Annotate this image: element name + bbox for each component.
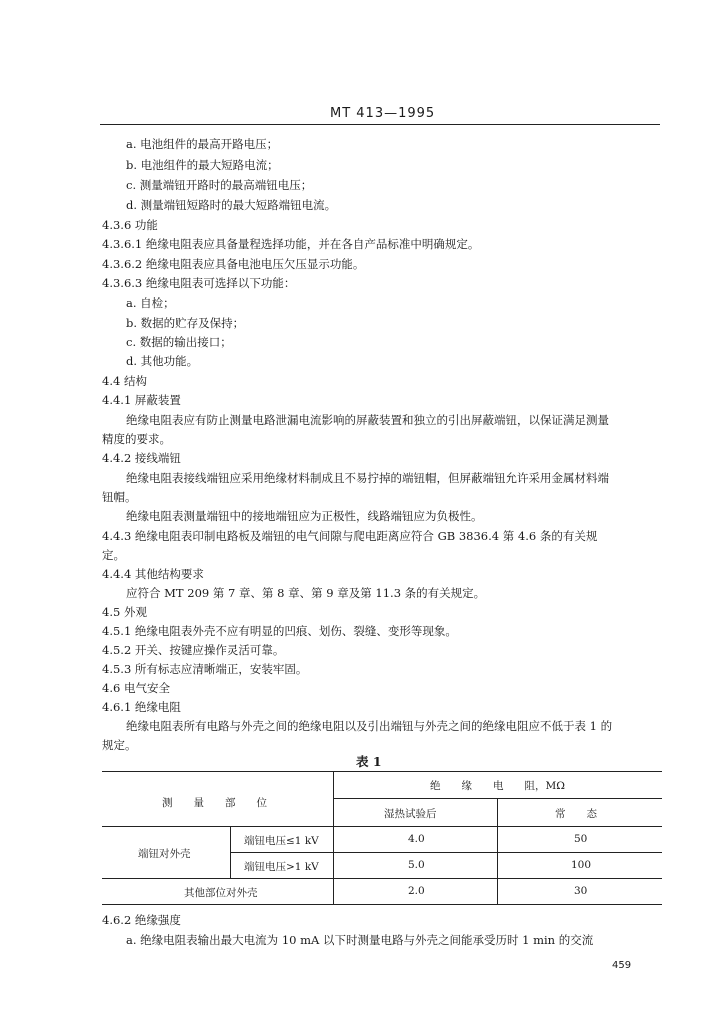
list-item-d: d. 测量端钮短路时的最大短路端钮电流。 bbox=[126, 198, 337, 212]
section-heading: 4.6.2 绝缘强度 bbox=[102, 913, 181, 927]
table-column-rule bbox=[230, 826, 231, 878]
paragraph-text: 绝缘电阻表测量端钮中的接地端钮应为正极性，线路端钮应为负极性。 bbox=[126, 509, 483, 523]
section-heading: 4.6 电气安全 bbox=[102, 681, 170, 695]
row2-normal-value: 100 bbox=[571, 859, 592, 871]
section-heading: 4.4.2 接线端钮 bbox=[102, 451, 181, 465]
header-after-damp-heat: 湿热试验后 bbox=[384, 808, 437, 820]
paragraph-text: 定。 bbox=[102, 548, 125, 562]
header-measure-location: 测 量 部 位 bbox=[162, 797, 267, 809]
paragraph-text: 钮帽。 bbox=[102, 490, 137, 504]
section-heading: 4.4.4 其他结构要求 bbox=[102, 567, 204, 581]
clause-text: 4.4.3 绝缘电阻表印制电路板及端钮的电气间隙与爬电距离应符合 GB 3836.4 第 4.6 条的有关规 bbox=[102, 529, 598, 543]
list-item-a: a. 绝缘电阻表输出最大电流为 10 mA 以下时测量电路与外壳之间能承受历时 1 min 的交流 bbox=[126, 933, 594, 947]
clause-text: 4.3.6.3 绝缘电阻表可选择以下功能： bbox=[102, 276, 296, 290]
clause-text: 4.5.1 绝缘电阻表外壳不应有明显的凹痕、划伤、裂缝、变形等现象。 bbox=[102, 624, 457, 638]
list-item-b: b. 电池组件的最大短路电流； bbox=[126, 158, 279, 172]
list-item-c: c. 数据的输出接口； bbox=[126, 335, 232, 349]
list-item-c: c. 测量端钮开路时的最高端钮电压； bbox=[126, 178, 313, 192]
page-number: 459 bbox=[612, 960, 632, 971]
section-heading: 4.4 结构 bbox=[102, 374, 147, 388]
row3-label: 其他部位对外壳 bbox=[184, 887, 258, 899]
row1-damp-value: 4.0 bbox=[408, 833, 425, 845]
paragraph-text: 绝缘电阻表应有防止测量电路泄漏电流影响的屏蔽装置和独立的引出屏蔽端钮，以保证满足测量 bbox=[126, 413, 609, 427]
row3-damp-value: 2.0 bbox=[408, 885, 425, 897]
list-item-a: a. 自检； bbox=[126, 296, 175, 310]
table-rule bbox=[230, 852, 662, 853]
table-bottom-rule bbox=[102, 904, 662, 905]
clause-text: 4.5.2 开关、按键应操作灵活可靠。 bbox=[102, 643, 285, 657]
row1-condition: 端钮电压≤1 kV bbox=[244, 835, 319, 847]
table-rule bbox=[102, 878, 662, 879]
list-item-d: d. 其他功能。 bbox=[126, 354, 199, 368]
header-normal-state: 常 态 bbox=[555, 808, 597, 820]
clause-text: 4.5.3 所有标志应清晰端正，安装牢固。 bbox=[102, 662, 308, 676]
row2-damp-value: 5.0 bbox=[408, 859, 425, 871]
table-title: 表 1 bbox=[356, 754, 382, 769]
list-item-b: b. 数据的贮存及保持； bbox=[126, 316, 245, 330]
paragraph-text: 应符合 MT 209 第 7 章、第 8 章、第 9 章及第 11.3 条的有关规定。 bbox=[126, 586, 486, 600]
table-column-rule bbox=[333, 771, 334, 904]
row1-normal-value: 50 bbox=[574, 833, 588, 845]
row2-condition: 端钮电压>1 kV bbox=[244, 861, 319, 873]
header-insulation-resistance: 绝 缘 电 阻，MΩ bbox=[430, 780, 565, 792]
clause-text: 4.3.6.1 绝缘电阻表应具备量程选择功能，并在各自产品标准中明确规定。 bbox=[102, 237, 480, 251]
section-heading: 4.4.1 屏蔽装置 bbox=[102, 393, 181, 407]
section-heading: 4.5 外观 bbox=[102, 605, 147, 619]
table-column-rule bbox=[497, 798, 498, 904]
paragraph-text: 规定。 bbox=[102, 738, 137, 752]
list-item-a: a. 电池组件的最高开路电压； bbox=[126, 137, 279, 151]
paragraph-text: 绝缘电阻表所有电路与外壳之间的绝缘电阻以及引出端钮与外壳之间的绝缘电阻应不低于表 1 的 bbox=[126, 719, 613, 733]
header-rule bbox=[100, 124, 660, 125]
page-header: MT 413—1995 bbox=[330, 106, 436, 121]
table-top-rule bbox=[102, 771, 662, 772]
paragraph-text: 绝缘电阻表接线端钮应采用绝缘材料制成且不易拧掉的端钮帽，但屏蔽端钮允许采用金属材料端 bbox=[126, 471, 609, 485]
section-heading: 4.6.1 绝缘电阻 bbox=[102, 700, 181, 714]
section-heading: 4.3.6 功能 bbox=[102, 218, 158, 232]
group-label-terminal: 端钮对外壳 bbox=[138, 848, 191, 860]
paragraph-text: 精度的要求。 bbox=[102, 432, 171, 446]
row3-normal-value: 30 bbox=[574, 885, 588, 897]
table-rule bbox=[102, 826, 662, 827]
clause-text: 4.3.6.2 绝缘电阻表应具备电池电压欠压显示功能。 bbox=[102, 257, 365, 271]
